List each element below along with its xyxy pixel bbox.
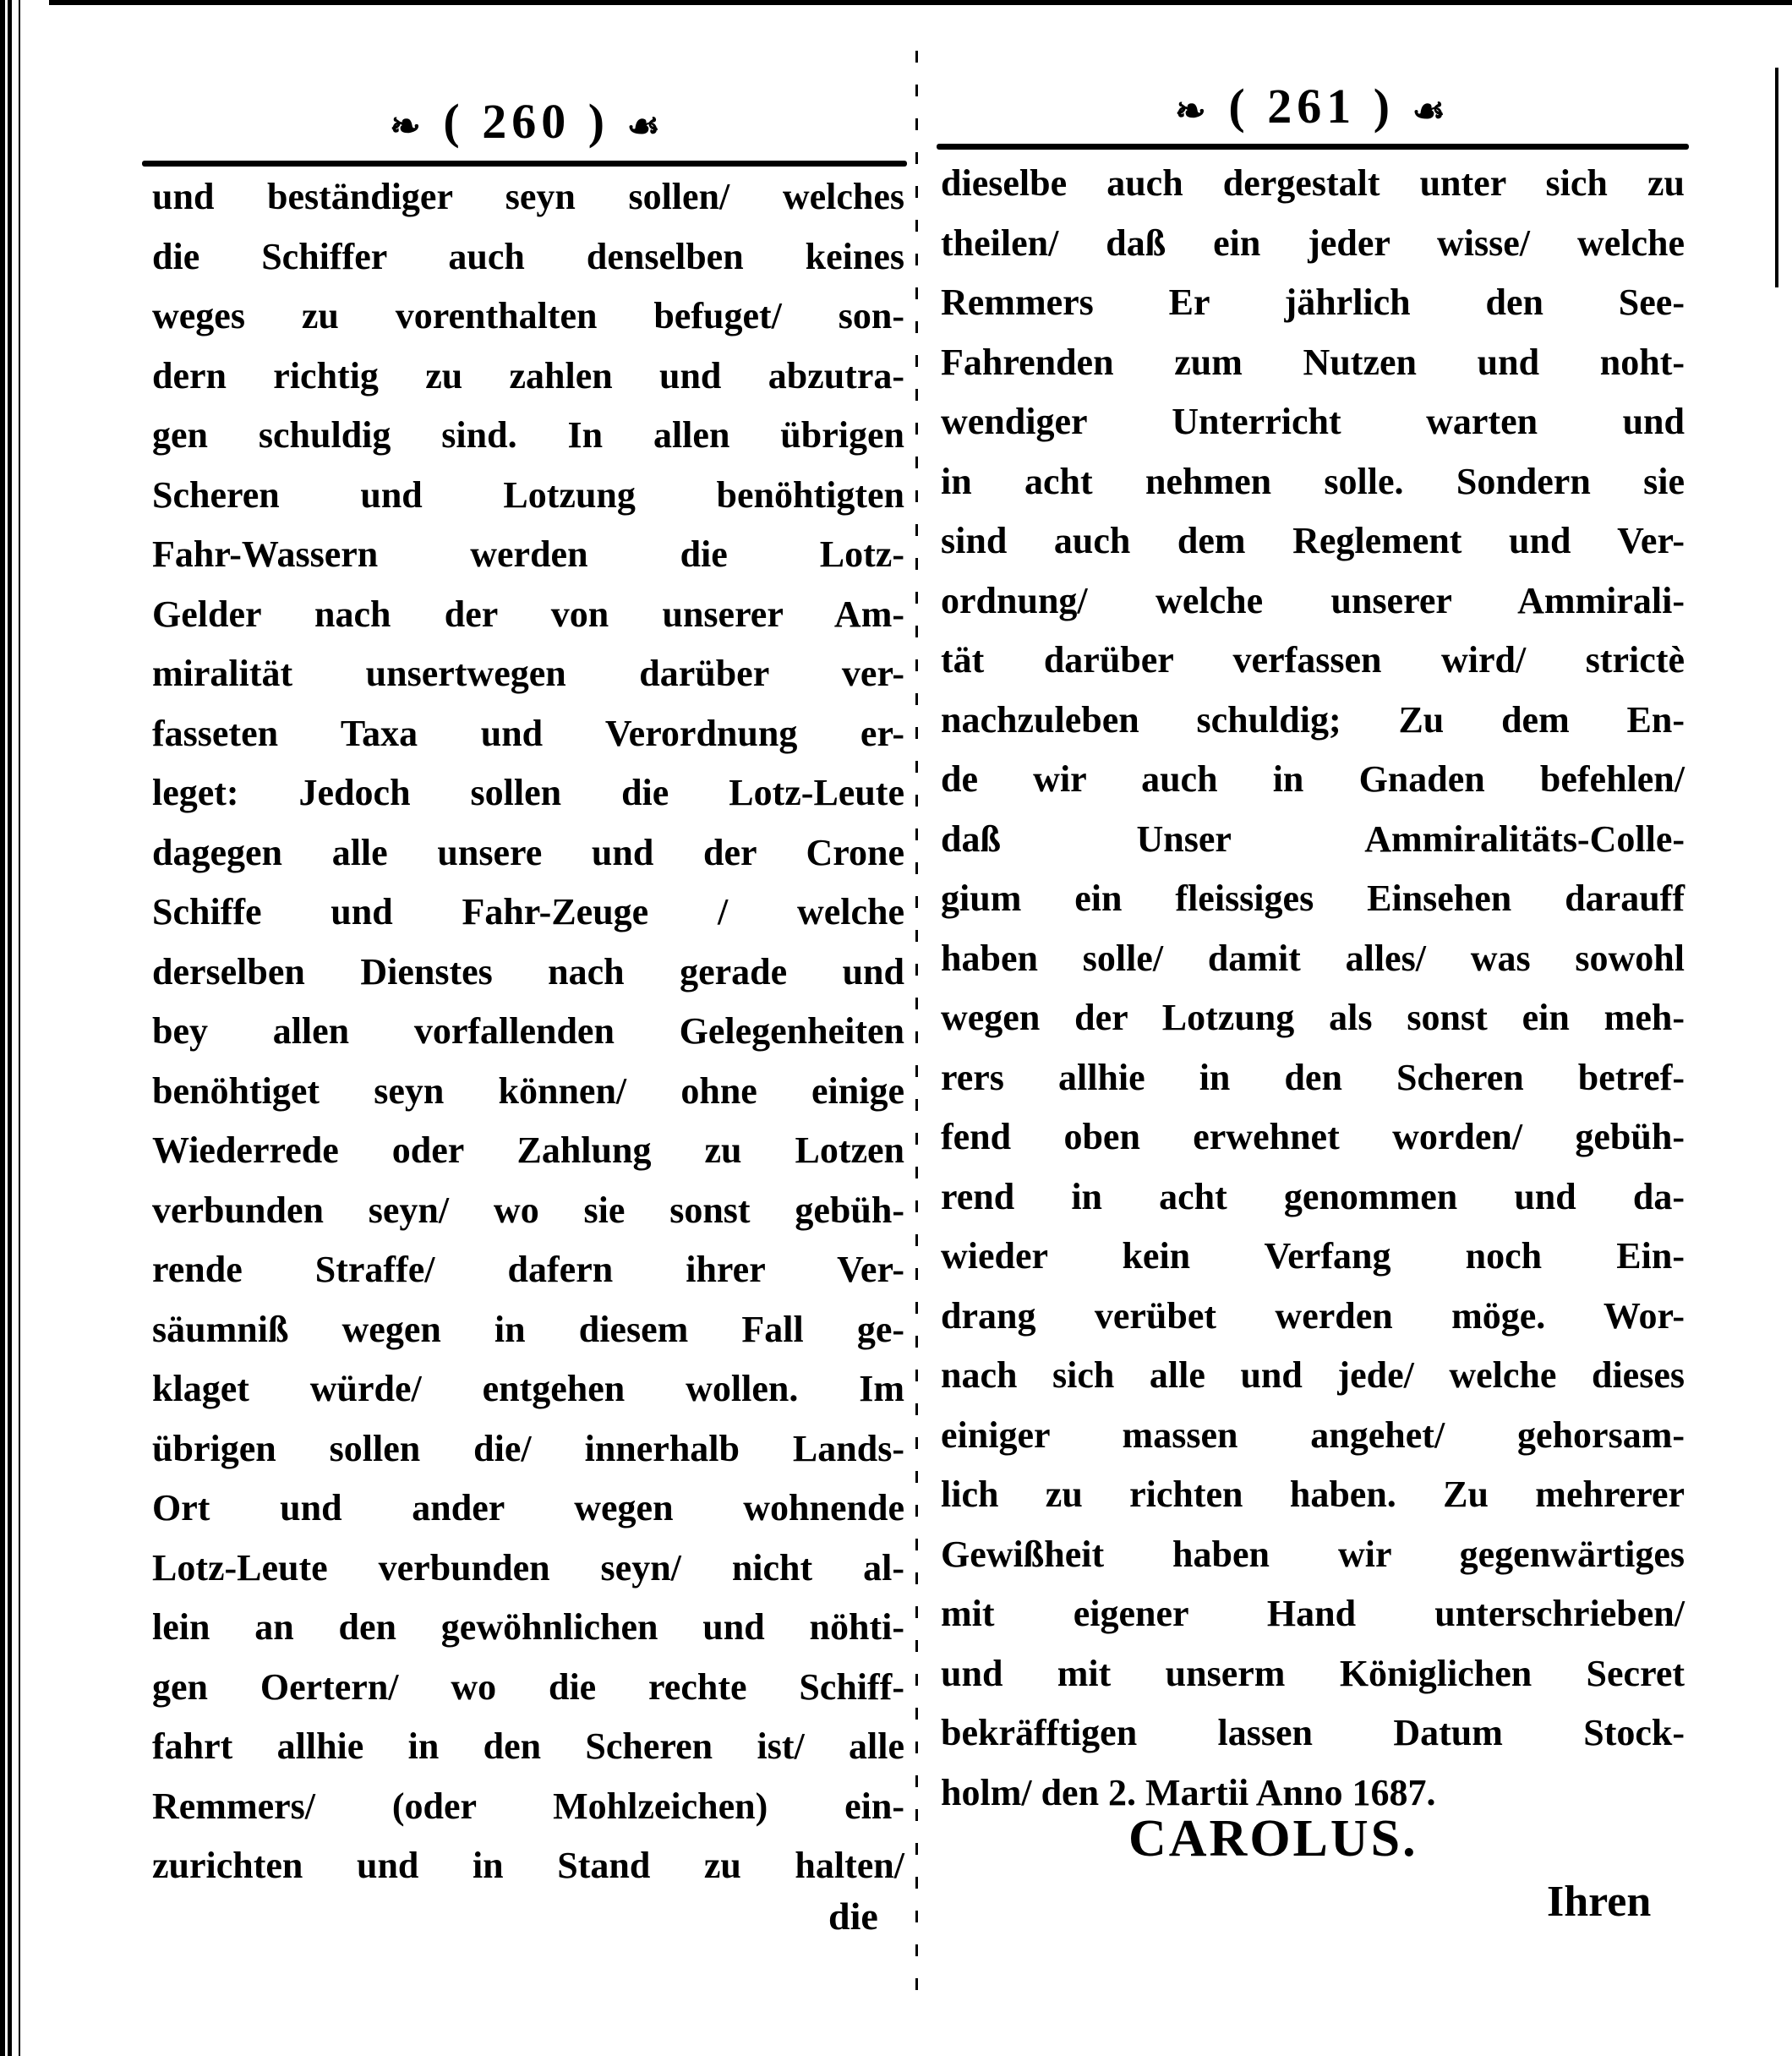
- text-line: rers allhie in den Scheren betref-: [941, 1056, 1685, 1098]
- right-page-header: [941, 78, 1685, 134]
- text-line: haben solle/ damit alles/ was sowohl: [941, 937, 1685, 979]
- text-line: und beständiger seyn sollen/ welches: [152, 176, 904, 217]
- text-line: in acht nehmen solle. Sondern sie: [941, 460, 1685, 502]
- text-line: klaget würde/ entgehen wollen. Im: [152, 1368, 904, 1409]
- scan-left-edge: [0, 0, 49, 2056]
- signature-carolus: CAROLUS.: [1128, 1810, 1418, 1867]
- text-line: daß Unser Ammiralitäts-Colle-: [941, 817, 1685, 860]
- page-gutter: [915, 51, 918, 1995]
- right-page-text: [941, 154, 1685, 1823]
- text-line: gium ein fleissiges Einsehen darauff: [941, 878, 1685, 919]
- text-line: Gelder nach der von unserer Am-: [152, 593, 904, 635]
- text-line: ordnung/ welche unserer Ammirali-: [941, 579, 1685, 621]
- scan-top-border: [0, 0, 1792, 5]
- ornament-icon: ❧: [390, 106, 426, 148]
- text-line: wendiger Unterricht warten und: [941, 401, 1685, 442]
- right-header-rule: [937, 144, 1689, 150]
- text-line: die Schiffer auch denselben keines: [152, 235, 904, 277]
- text-line: säumniß wegen in diesem Fall ge-: [152, 1308, 904, 1350]
- text-line: fasseten Taxa und Verordnung er-: [152, 712, 904, 754]
- text-line: Scheren und Lotzung benöhtigten: [152, 473, 904, 516]
- text-line: nachzuleben schuldig; Zu dem En-: [941, 698, 1685, 741]
- right-catchword: Ihren: [1547, 1878, 1652, 1926]
- text-line: nach sich alle und jede/ welche dieses: [941, 1354, 1685, 1396]
- left-header-rule: [142, 161, 907, 167]
- text-line: theilen/ daß ein jeder wisse/ welche: [941, 221, 1685, 264]
- text-line: Gewißheit haben wir gegenwärtiges: [941, 1533, 1685, 1575]
- text-line: Lotz-Leute verbunden seyn/ nicht al-: [152, 1546, 904, 1588]
- ornament-icon: ☙: [1412, 90, 1451, 133]
- text-line: Fahr-Wassern werden die Lotz-: [152, 533, 904, 575]
- text-line: Remmers Er jährlich den See-: [941, 282, 1685, 323]
- text-line: lein an den gewöhnlichen und nöhti-: [152, 1606, 904, 1648]
- text-line: derselben Dienstes nach gerade und: [152, 950, 904, 992]
- text-line: holm/ den 2. Martii Anno 1687.: [941, 1771, 1436, 1813]
- text-line: tät darüber verfassen wird/ strictè: [941, 639, 1685, 681]
- text-line: wieder kein Verfang noch Ein-: [941, 1235, 1685, 1277]
- text-line: de wir auch in Gnaden befehlen/: [941, 758, 1685, 800]
- text-line: fahrt allhie in den Scheren ist/ alle: [152, 1725, 904, 1767]
- text-line: übrigen sollen die/ innerhalb Lands-: [152, 1427, 904, 1469]
- text-line: Fahrenden zum Nutzen und noht-: [941, 341, 1685, 383]
- text-line: gen Oertern/ wo die rechte Schiff-: [152, 1665, 904, 1708]
- left-page-text: [152, 167, 904, 1896]
- left-page-number: ( 260 ): [443, 94, 610, 149]
- text-line: zurichten und in Stand zu halten/: [152, 1845, 904, 1886]
- text-line: Schiffe und Fahr-Zeuge / welche: [152, 891, 904, 932]
- text-line: mit eigener Hand unterschrieben/: [941, 1593, 1685, 1634]
- text-line: dagegen alle unsere und der Crone: [152, 831, 904, 873]
- ornament-icon: ☙: [626, 106, 665, 148]
- text-line: sind auch dem Reglement und Ver-: [941, 520, 1685, 561]
- text-line: leget: Jedoch sollen die Lotz-Leute: [152, 772, 904, 813]
- text-line: Ort und ander wegen wohnende: [152, 1487, 904, 1528]
- text-line: dern richtig zu zahlen und abzutra-: [152, 354, 904, 396]
- text-line: bey allen vorfallenden Gelegenheiten: [152, 1010, 904, 1052]
- text-line: benöhtiget seyn können/ ohne einige: [152, 1069, 904, 1112]
- ornament-icon: ❧: [1175, 90, 1211, 133]
- text-line: weges zu vorenthalten befuget/ son-: [152, 295, 904, 336]
- text-line: rend in acht genommen und da-: [941, 1175, 1685, 1217]
- left-page-header: [150, 93, 904, 150]
- text-line: gen schuldig sind. In allen übrigen: [152, 414, 904, 456]
- text-line: rende Straffe/ dafern ihrer Ver-: [152, 1249, 904, 1290]
- text-line: wegen der Lotzung als sonst ein meh-: [941, 997, 1685, 1038]
- text-line: lich zu richten haben. Zu mehrerer: [941, 1474, 1685, 1515]
- text-line: fend oben erwehnet worden/ gebüh-: [941, 1116, 1685, 1157]
- text-line: miralität unsertwegen darüber ver-: [152, 653, 904, 694]
- text-line: Remmers/ (oder Mohlzeichen) ein-: [152, 1785, 904, 1827]
- text-line: Wiederrede oder Zahlung zu Lotzen: [152, 1129, 904, 1171]
- text-line: verbunden seyn/ wo sie sonst gebüh-: [152, 1189, 904, 1231]
- text-line: drang verübet werden möge. Wor-: [941, 1294, 1685, 1337]
- text-line: und mit unserm Königlichen Secret: [941, 1652, 1685, 1694]
- left-catchword: die: [828, 1895, 878, 1938]
- text-line: einiger massen angehet/ gehorsam-: [941, 1414, 1685, 1456]
- scan-right-edge: [1775, 68, 1778, 287]
- text-line: dieselbe auch dergestalt unter sich zu: [941, 162, 1685, 204]
- right-page-number: ( 261 ): [1228, 79, 1396, 134]
- text-line: bekräfftigen lassen Datum Stock-: [941, 1712, 1685, 1753]
